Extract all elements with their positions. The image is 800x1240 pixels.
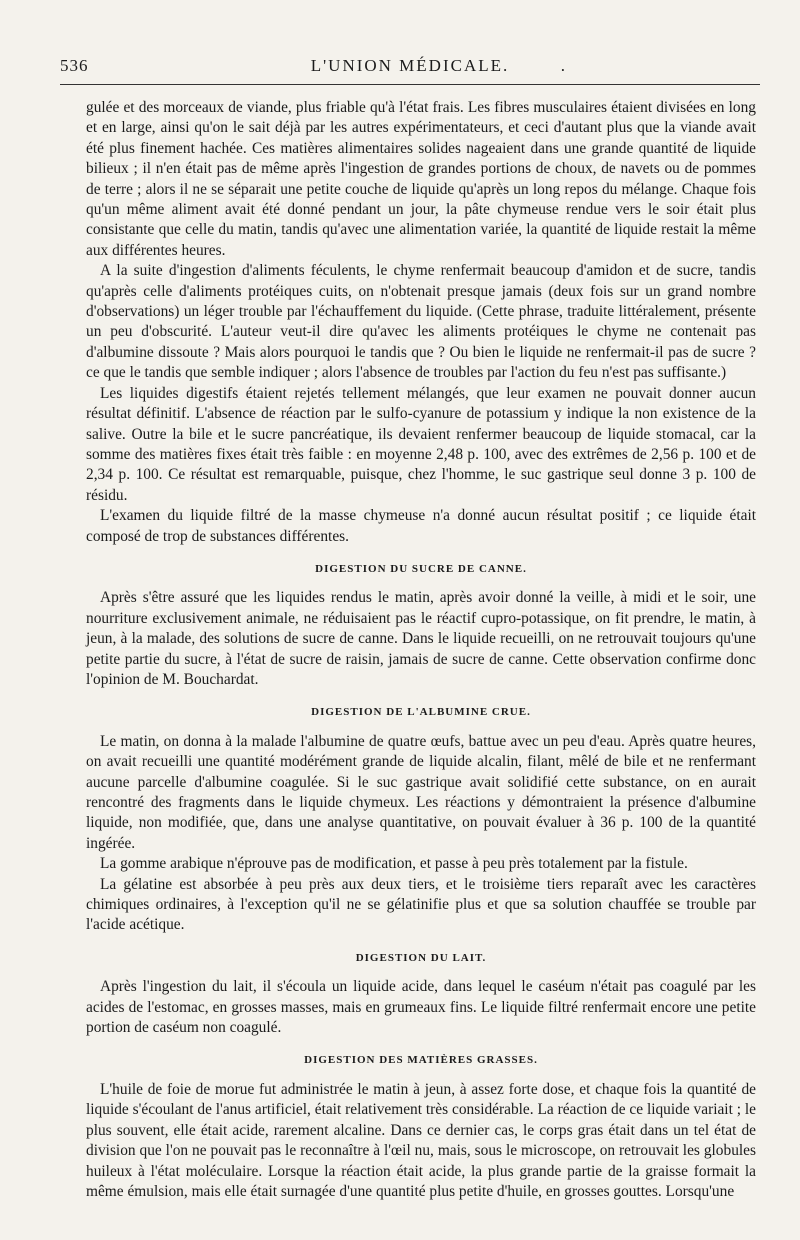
- section-heading-lait: DIGESTION DU LAIT.: [355, 951, 487, 964]
- paragraph: La gomme arabique n'éprouve pas de modification, et passe à peu près totalement par la fistule.: [100, 855, 688, 873]
- paragraph: L'huile de foie de morue fut administrée le matin à jeun, à assez forte dose, et chaque fois la quantité de liquide s'écoulant de l'anus artificiel, était relativement très considérable. La réaction de ce liquide variait ; le plus souvent, elle était acide, rarement alcaline. Dans ce dernier cas, le corps gras était dans un tel état de division que l'on ne pouvait pas le reconnaître à l'œil nu, mais, sous le microscope, on retrouvait les globules huileux à l'état moléculaire. Lorsque la réaction était acide, la plus grande partie de la graisse formait la même émulsion, mais elle était surnagée d'une quantité plus petite d'huile, en grosses gouttes. Lorsqu'une: [86, 1080, 756, 1200]
- paragraph: gulée et des morceaux de viande, plus friable qu'à l'état frais. Les fibres musculaires étaient divisées en long et en large, ainsi qu'on le sait déjà par les autres expérimentateurs, et ceci d'autant plus que la viande avait été plus finement hachée. Ces matières alimentaires solides nageaient dans une grande quantité de liquide bilieux ; il n'en était pas de même après l'ingestion de grandes portions de choux, de navets ou de pommes de terre ; alors il ne se séparait une petite couche de liquide qu'après un long repos du mélange. Chaque fois qu'un même aliment avait été donné pendant un jour, la pâte chymeuse rendue vers le soir était plus consistante que celle du matin, tandis qu'avec une alimentation variée, la quantité de liquide restait la même aux différentes heures.: [86, 99, 756, 259]
- paragraph: Après s'être assuré que les liquides rendus le matin, après avoir donné la veille, à midi et le soir, une nourriture exclusivement animale, ne réduisaient pas le réactif cupro-potassique, on fit prendre, le matin, à jeun, à la malade, des solutions de sucre de canne. Dans le liquide recueilli, on ne retrouvait toujours qu'une petite partie du sucre, à l'état de sucre de raisin, jamais de sucre de canne. Cette observation confirme donc l'opinion de M. Bouchardat.: [86, 589, 756, 688]
- paragraph: Le matin, on donna à la malade l'albumine de quatre œufs, battue avec un peu d'eau. Après quatre heures, on avait recueilli une quantité modérément grande de liquide alcalin, filant, mêlé de bile et ne renfermant aucune parcelle d'albumine coagulée. Si le suc gastrique avait solidifié cette substance, on en aurait rencontré des fragments dans le liquide chymeux. Les réactions y démontraient la présence d'albumine liquide, non modifiée, que, dans une analyse quantitative, on pouvait évaluer à 36 p. 100 de la quantité ingérée.: [86, 732, 756, 852]
- paragraph: La gélatine est absorbée à peu près aux deux tiers, et le troisième tiers reparaît avec les caractères chimiques ordinaires, à l'exception qu'il ne se gélatinifie plus et que sa solution chauffée se trouble par l'acide acétique.: [86, 875, 756, 934]
- journal-title: L'UNION MÉDICALE.: [310, 56, 510, 75]
- body-text: [86, 98, 756, 1202]
- header-rule: [60, 84, 760, 85]
- paragraph: A la suite d'ingestion d'aliments féculents, le chyme renfermait beaucoup d'amidon et de sucre, tandis qu'après celle d'aliments protéiques cuits, on n'obtenait presque jamais (deux fois sur un grand nombre d'observations) un léger trouble par l'échauffement du liquide. (Cette phrase, traduite littéralement, présente un peu d'obscurité. L'auteur veut-il dire qu'avec les aliments protéiques le chyme ne contenait pas d'albumine dissoute ? Mais alors pourquoi le tandis que ? Ou bien le liquide ne renfermait-il pas de sucre ? ce que le tandis que semble indiquer ; alors l'absence de troubles par l'action du feu n'est pas suffisante.): [86, 262, 756, 382]
- section-heading-graisses: DIGESTION DES MATIÈRES GRASSES.: [304, 1054, 538, 1067]
- paragraph: Les liquides digestifs étaient rejetés tellement mélangés, que leur examen ne pouvait donner aucun résultat définitif. L'absence de réaction par le sulfo-cyanure de potassium y indique la non existence de la salive. Outre la bile et le sucre pancréatique, ils devaient renfermer beaucoup de liquide stomacal, car la somme des matières fixes était très faible : en moyenne 2,48 p. 100, avec des extrêmes de 2,56 p. 100 et de 2,34 p. 100. Ce résultat est remarquable, puisque, chez l'homme, le suc gastrique seul donne 3 p. 100 de résidu.: [86, 384, 756, 504]
- section-heading-albumine: DIGESTION DE L'ALBUMINE CRUE.: [311, 706, 531, 719]
- header-mark: .: [560, 56, 566, 75]
- running-header: [60, 56, 760, 82]
- page-number: 536: [60, 56, 89, 75]
- paragraph: Après l'ingestion du lait, il s'écoula un liquide acide, dans lequel le caséum n'était pas coagulé par les acides de l'estomac, en grosses masses, mais en grumeaux fins. Le liquide filtré renfermait encore une petite portion de caséum non coagulé.: [86, 978, 756, 1037]
- section-heading-sucre: DIGESTION DU SUCRE DE CANNE.: [315, 562, 527, 575]
- paragraph: L'examen du liquide filtré de la masse chymeuse n'a donné aucun résultat positif ; ce liquide était composé de trop de substances différentes.: [86, 507, 756, 545]
